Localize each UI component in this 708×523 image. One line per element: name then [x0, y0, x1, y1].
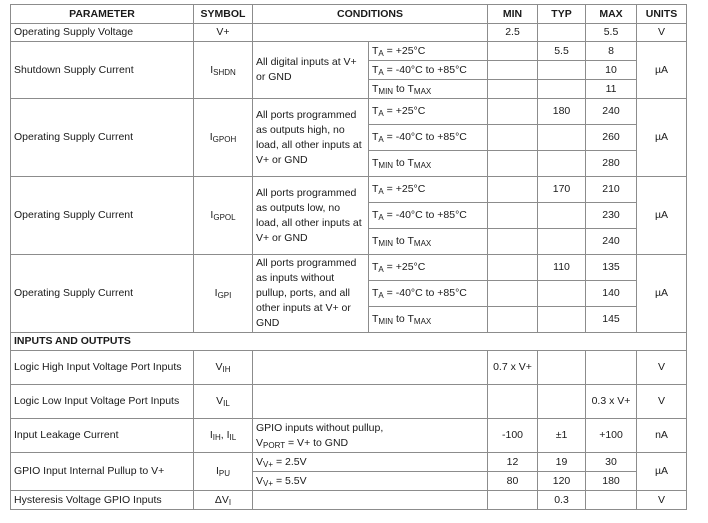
cond-part: T — [372, 235, 379, 247]
typ-cell — [538, 229, 586, 255]
cond-part: T — [372, 261, 379, 273]
cond-sub: MAX — [413, 161, 432, 170]
min-cell: 80 — [488, 472, 538, 491]
conditions-cell — [253, 453, 488, 472]
temp-cond-cell — [369, 307, 488, 333]
cond-part: = -40°C to +85°C — [383, 131, 467, 143]
min-cell — [488, 125, 538, 151]
temp-cond-cell — [369, 61, 488, 80]
cond-part: T — [372, 313, 379, 325]
conditions-cell: All digital inputs at V+ or GND — [253, 42, 369, 99]
conditions-cell — [253, 419, 488, 453]
symbol-cell: V+ — [194, 24, 253, 42]
cond-sub: MAX — [413, 239, 432, 248]
param-cell: Input Leakage Current — [11, 419, 194, 453]
temp-cond-cell — [369, 80, 488, 99]
section-title: INPUTS AND OUTPUTS — [11, 333, 687, 351]
conditions-cell — [253, 351, 488, 385]
cond-sub: MIN — [378, 317, 394, 326]
cond-part: T — [372, 63, 379, 76]
typ-cell — [538, 125, 586, 151]
min-cell — [488, 42, 538, 61]
temp-cond-cell — [369, 229, 488, 255]
conditions-cell — [253, 491, 488, 510]
min-cell — [488, 281, 538, 307]
typ-cell: ±1 — [538, 419, 586, 453]
symbol-sub: PU — [218, 469, 231, 478]
min-cell: -100 — [488, 419, 538, 453]
param-cell: GPIO Input Internal Pullup to V+ — [11, 453, 194, 491]
table-row — [11, 42, 687, 61]
typ-cell: 19 — [538, 453, 586, 472]
cond-part: GPIO inputs without pullup, — [256, 421, 384, 434]
max-cell: 5.5 — [586, 24, 637, 42]
units-cell: µA — [637, 255, 687, 333]
units-cell: V — [637, 385, 687, 419]
max-cell: 210 — [586, 177, 637, 203]
typ-cell — [538, 385, 586, 419]
units-cell: nA — [637, 419, 687, 453]
cond-part: = +25°C — [383, 44, 426, 57]
cond-part: = -40°C to +85°C — [383, 287, 467, 299]
table-row — [11, 99, 687, 125]
cond-sub: V+ — [263, 478, 274, 488]
conditions-cell — [253, 472, 488, 491]
min-cell: 2.5 — [488, 24, 538, 42]
header-conditions: CONDITIONS — [253, 5, 488, 24]
min-cell — [488, 99, 538, 125]
cond-part: to T — [393, 157, 414, 169]
cond-part: = -40°C to +85°C — [383, 63, 467, 76]
max-cell — [586, 351, 637, 385]
header-row — [11, 5, 687, 24]
param-cell: Shutdown Supply Current — [11, 42, 194, 99]
cond-sub: V+ — [263, 459, 274, 469]
symbol-cell — [194, 177, 253, 255]
symbol-sub: IL — [229, 433, 237, 442]
max-cell: 140 — [586, 281, 637, 307]
max-cell: 11 — [586, 80, 637, 99]
cond-part: to T — [393, 82, 414, 95]
cond-part: T — [372, 82, 379, 95]
symbol-main: I — [215, 465, 219, 477]
max-cell: 280 — [586, 151, 637, 177]
symbol-sub: GPOH — [212, 135, 237, 144]
symbol-cell — [194, 351, 253, 385]
cond-sub: MAX — [413, 86, 432, 96]
typ-cell — [538, 281, 586, 307]
typ-cell: 5.5 — [538, 42, 586, 61]
header-max: MAX — [586, 5, 637, 24]
cond-sub: A — [378, 109, 384, 118]
min-cell — [488, 307, 538, 333]
typ-cell: 170 — [538, 177, 586, 203]
symbol-main: V — [215, 361, 223, 373]
cond-sub: MIN — [378, 161, 394, 170]
symbol-main: V — [216, 395, 224, 407]
table-row — [11, 255, 687, 281]
cond-part: T — [372, 183, 379, 195]
symbol-main: I — [214, 287, 218, 299]
cond-sub: PORT — [263, 440, 286, 450]
temp-cond-cell — [369, 151, 488, 177]
symbol-cell — [194, 385, 253, 419]
symbol-sub: SHDN — [213, 67, 236, 77]
max-cell: 240 — [586, 99, 637, 125]
cond-part: = V+ to GND — [285, 436, 349, 449]
cond-sub: A — [378, 187, 384, 196]
symbol-main: I — [209, 131, 213, 143]
min-cell — [488, 385, 538, 419]
table-row — [11, 351, 687, 385]
param-cell: Operating Supply Current — [11, 99, 194, 177]
min-cell — [488, 61, 538, 80]
param-cell: Operating Supply Current — [11, 177, 194, 255]
cond-sub: A — [378, 48, 384, 58]
symbol-cell — [194, 491, 253, 510]
conditions-cell: All ports programmed as outputs high, no load, all other inputs at V+ or GND — [253, 99, 369, 177]
max-cell: 8 — [586, 42, 637, 61]
typ-cell — [538, 307, 586, 333]
symbol-cell — [194, 453, 253, 491]
cond-sub: A — [378, 291, 384, 300]
cond-part: = +25°C — [383, 105, 426, 117]
cond-part: V — [256, 455, 264, 468]
symbol-cell — [194, 99, 253, 177]
conditions-cell — [253, 385, 488, 419]
cond-part: = 2.5V — [273, 455, 307, 468]
max-cell: +100 — [586, 419, 637, 453]
conditions-cell: All ports programmed as inputs without pullup, ports, and all other inputs at V+ or GND — [253, 255, 369, 333]
typ-cell: 0.3 — [538, 491, 586, 510]
cond-part: V — [256, 436, 264, 449]
typ-cell — [538, 203, 586, 229]
cond-part: = 5.5V — [273, 474, 307, 487]
temp-cond-cell — [369, 42, 488, 61]
table-row — [11, 385, 687, 419]
param-cell: Operating Supply Current — [11, 255, 194, 333]
units-cell: µA — [637, 177, 687, 255]
typ-cell — [538, 24, 586, 42]
min-cell — [488, 229, 538, 255]
cond-sub: MIN — [378, 239, 394, 248]
header-symbol: SYMBOL — [194, 5, 253, 24]
header-units: UNITS — [637, 5, 687, 24]
temp-cond-cell — [369, 255, 488, 281]
max-cell: 10 — [586, 61, 637, 80]
table-row — [11, 177, 687, 203]
symbol-main: I — [210, 209, 214, 221]
cond-part: = +25°C — [383, 183, 426, 195]
symbol-main: ΔV — [214, 493, 229, 506]
symbol-main: I — [226, 429, 230, 441]
section-row — [11, 333, 687, 351]
cond-part: T — [372, 157, 379, 169]
min-cell: 0.7 x V+ — [488, 351, 538, 385]
cond-part: to T — [393, 235, 414, 247]
typ-cell — [538, 351, 586, 385]
symbol-sub: IH — [222, 365, 231, 374]
min-cell — [488, 80, 538, 99]
typ-cell — [538, 80, 586, 99]
max-cell: 230 — [586, 203, 637, 229]
cond-sub: A — [378, 265, 384, 274]
min-cell: 12 — [488, 453, 538, 472]
cond-sub: MIN — [378, 86, 394, 96]
cond-part: = +25°C — [383, 261, 426, 273]
cond-sub: A — [378, 213, 384, 222]
param-cell: Logic High Input Voltage Port Inputs — [11, 351, 194, 385]
units-cell: V — [637, 24, 687, 42]
typ-cell — [538, 61, 586, 80]
min-cell — [488, 151, 538, 177]
units-cell: µA — [637, 99, 687, 177]
param-cell: Logic Low Input Voltage Port Inputs — [11, 385, 194, 419]
cond-part: T — [372, 131, 379, 143]
max-cell: 240 — [586, 229, 637, 255]
temp-cond-cell — [369, 177, 488, 203]
max-cell — [586, 491, 637, 510]
max-cell: 0.3 x V+ — [586, 385, 637, 419]
cond-part: V — [256, 474, 264, 487]
cond-sub: MAX — [413, 317, 432, 326]
max-cell: 260 — [586, 125, 637, 151]
units-cell: V — [637, 491, 687, 510]
conditions-cell — [253, 24, 488, 42]
typ-cell: 180 — [538, 99, 586, 125]
typ-cell: 120 — [538, 472, 586, 491]
max-cell: 30 — [586, 453, 637, 472]
symbol-sub: GPI — [217, 291, 232, 300]
header-parameter: PARAMETER — [11, 5, 194, 24]
temp-cond-cell — [369, 203, 488, 229]
header-min: MIN — [488, 5, 538, 24]
symbol-main: I — [209, 429, 213, 441]
units-cell: V — [637, 351, 687, 385]
symbol-sub: GPOL — [213, 213, 236, 222]
temp-cond-cell — [369, 281, 488, 307]
symbol-sub: I — [228, 497, 232, 507]
min-cell — [488, 255, 538, 281]
cond-part: to T — [393, 313, 414, 325]
units-cell: µA — [637, 453, 687, 491]
temp-cond-cell — [369, 125, 488, 151]
cond-part: = -40°C to +85°C — [383, 209, 467, 221]
min-cell — [488, 203, 538, 229]
spec-table — [10, 4, 687, 510]
cond-sub: A — [378, 67, 384, 77]
max-cell: 135 — [586, 255, 637, 281]
max-cell: 180 — [586, 472, 637, 491]
symbol-cell — [194, 42, 253, 99]
table-row — [11, 453, 687, 472]
units-cell: µA — [637, 42, 687, 99]
typ-cell — [538, 151, 586, 177]
max-cell: 145 — [586, 307, 637, 333]
min-cell — [488, 491, 538, 510]
symbol-sub: IH — [212, 433, 221, 442]
param-cell: Operating Supply Voltage — [11, 24, 194, 42]
table-row — [11, 24, 687, 42]
typ-cell: 110 — [538, 255, 586, 281]
cond-part: T — [372, 287, 379, 299]
temp-cond-cell — [369, 99, 488, 125]
symbol-cell — [194, 255, 253, 333]
min-cell — [488, 177, 538, 203]
symbol-sep: , — [220, 429, 227, 441]
cond-part: T — [372, 44, 379, 57]
cond-part: T — [372, 209, 379, 221]
symbol-cell — [194, 419, 253, 453]
cond-part: T — [372, 105, 379, 117]
symbol-main: I — [210, 63, 214, 76]
conditions-cell: All ports programmed as outputs low, no load, all other inputs at V+ or GND — [253, 177, 369, 255]
table-row — [11, 419, 687, 453]
table-row — [11, 491, 687, 510]
header-typ: TYP — [538, 5, 586, 24]
symbol-sub: IL — [223, 399, 230, 408]
cond-sub: A — [378, 135, 384, 144]
param-cell: Hysteresis Voltage GPIO Inputs — [11, 491, 194, 510]
